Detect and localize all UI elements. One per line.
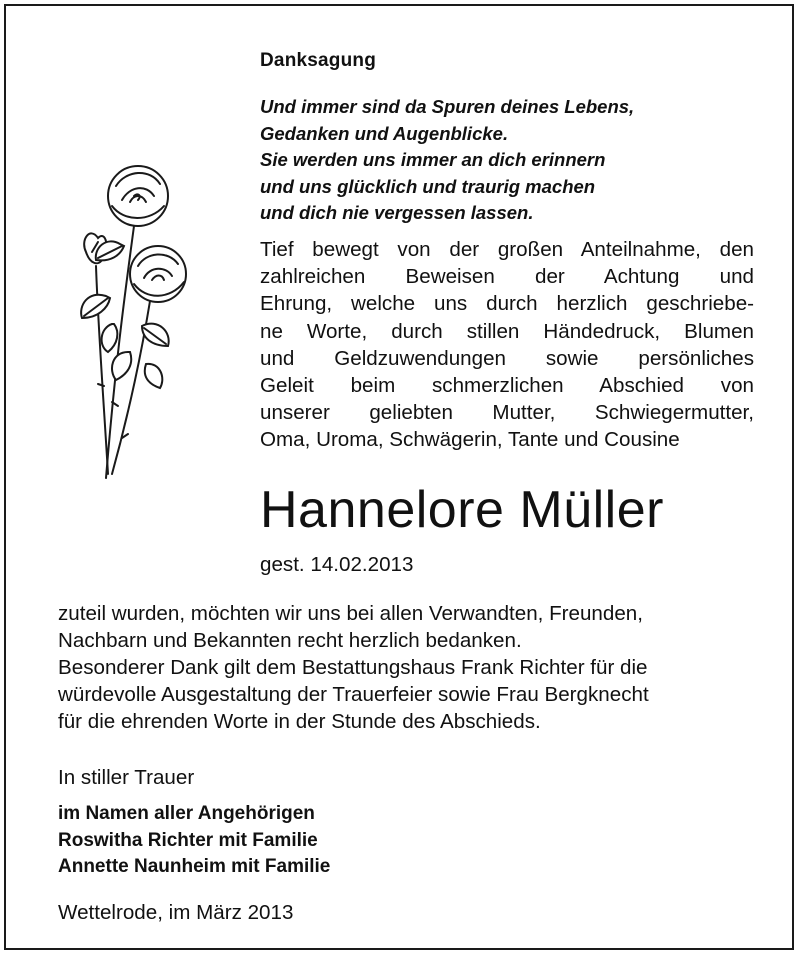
body-line: zuteil wurden, möchten wir uns bei allen Verwandten, Freunden, bbox=[58, 602, 643, 625]
intro-line: ne Worte, durch stillen Händedruck, Blumen bbox=[260, 319, 754, 343]
poem bbox=[260, 94, 760, 227]
body-line: Besonderer Dank gilt dem Bestattungshaus Frank Richter für die bbox=[58, 656, 648, 679]
poem-line: Gedanken und Augenblicke. bbox=[260, 122, 509, 144]
poem-line: Und immer sind da Spuren deines Lebens, bbox=[260, 96, 635, 117]
intro-line: und Geldzuwendungen sowie persönliches bbox=[260, 346, 754, 370]
intro-line: unserer geliebten Mutter, Schwiegermutter, bbox=[260, 401, 754, 425]
signer-line: Roswitha Richter mit Familie bbox=[58, 829, 318, 851]
signers bbox=[58, 801, 330, 881]
deceased-name: Hannelore Müller bbox=[260, 481, 664, 539]
poem-line: Sie werden uns immer an dich erinnern bbox=[260, 149, 606, 171]
body-line: Nachbarn und Bekannten recht herzlich bedanken. bbox=[58, 629, 522, 652]
intro-paragraph bbox=[260, 236, 754, 454]
place-and-date: Wettelrode, im März 2013 bbox=[58, 901, 294, 924]
intro-line: Geleit beim schmerzlichen Abschied von bbox=[260, 374, 754, 398]
notice-title: Danksagung bbox=[260, 50, 377, 71]
body-line: für die ehrenden Worte in der Stunde des Abschieds. bbox=[58, 710, 541, 733]
signer-line: Annette Naunheim mit Familie bbox=[58, 856, 331, 877]
signer-line: im Namen aller Angehörigen bbox=[58, 803, 315, 824]
date-of-death: gest. 14.02.2013 bbox=[260, 553, 414, 576]
poem-line: und uns glücklich und traurig machen bbox=[260, 175, 596, 197]
intro-line: Tief bewegt von der großen Anteilnahme, den bbox=[260, 238, 754, 261]
intro-line: zahlreichen Beweisen der Achtung und bbox=[260, 265, 754, 289]
intro-line: Ehrung, welche uns durch herzlich geschriebe- bbox=[260, 292, 754, 316]
intro-line: Oma, Uroma, Schwägerin, Tante und Cousine bbox=[260, 428, 680, 452]
body-line: würdevolle Ausgestaltung der Trauerfeier sowie Frau Bergknecht bbox=[58, 683, 649, 706]
closing-line: In stiller Trauer bbox=[58, 766, 195, 789]
obituary-frame bbox=[4, 4, 794, 950]
thanks-paragraph bbox=[58, 600, 758, 735]
rose-illustration-icon bbox=[46, 156, 206, 486]
poem-line: und dich nie vergessen lassen. bbox=[260, 202, 534, 224]
